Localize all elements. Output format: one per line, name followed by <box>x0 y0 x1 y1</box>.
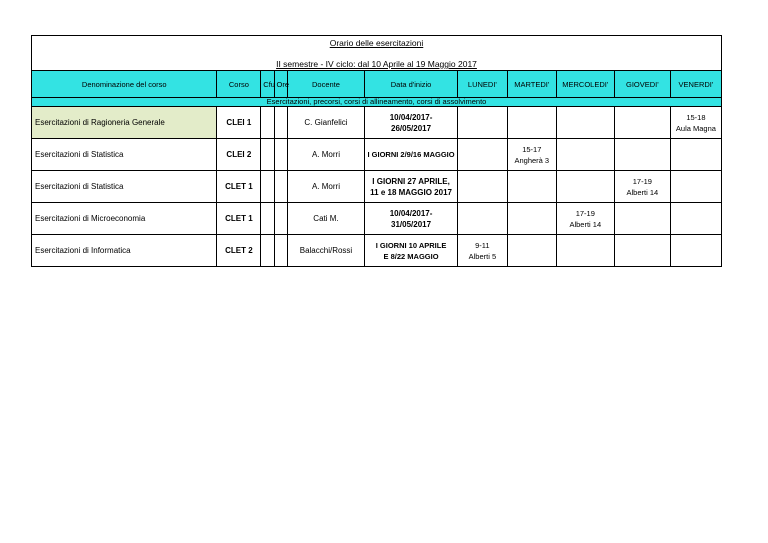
course-code: CLET 1 <box>217 171 261 203</box>
data-cell <box>365 107 458 139</box>
giovedi-cell <box>614 171 670 203</box>
ore-cell <box>274 203 287 235</box>
data-line: I GIORNI 27 APRILE, <box>372 176 450 186</box>
header-martedi: MARTEDI' <box>507 71 556 98</box>
data-cell <box>365 139 458 171</box>
document-subtitle <box>32 50 722 71</box>
slot-time: 15-17 <box>522 144 542 154</box>
course-name: Esercitazioni di Microeconomia <box>32 203 217 235</box>
venerdi-cell <box>670 107 721 139</box>
venerdi-cell <box>670 171 721 203</box>
section-label: Esercitazioni, precorsi, corsi di allineamento, corsi di assolvimento <box>32 98 722 107</box>
mercoledi-cell <box>556 139 614 171</box>
header-data: Data d'inizio <box>365 71 458 98</box>
data-line: 10/04/2017- <box>389 208 433 218</box>
course-name: Esercitazioni di Informatica <box>32 235 217 267</box>
header-corso-name: Denominazione del corso <box>32 71 217 98</box>
martedi-cell <box>507 171 556 203</box>
mercoledi-cell <box>556 171 614 203</box>
ore-cell <box>274 139 287 171</box>
document-subtitle-text: II semestre - IV ciclo: dal 10 Aprile al 19 Maggio 2017 <box>276 59 477 69</box>
ore-cell <box>274 235 287 267</box>
giovedi-cell <box>614 107 670 139</box>
giovedi-cell <box>614 235 670 267</box>
course-name: Esercitazioni di Statistica <box>32 139 217 171</box>
giovedi-cell <box>614 139 670 171</box>
data-cell <box>365 235 458 267</box>
subtitle-row <box>32 50 722 71</box>
schedule-table <box>31 35 722 267</box>
lunedi-cell <box>457 139 507 171</box>
slot-time: 17-19 <box>632 176 652 186</box>
header-giovedi: GIOVEDI' <box>614 71 670 98</box>
data-line: E 8/22 MAGGIO <box>383 251 439 261</box>
header-cfu: Cfu <box>261 71 274 98</box>
header-row <box>32 71 722 98</box>
table-row <box>32 107 722 139</box>
docente-cell: C. Gianfelici <box>287 107 364 139</box>
ore-cell <box>274 107 287 139</box>
mercoledi-cell <box>556 203 614 235</box>
title-row <box>32 36 722 51</box>
slot-room: Angherà 3 <box>514 155 550 165</box>
cfu-cell <box>261 235 274 267</box>
course-name: Esercitazioni di Ragioneria Generale <box>32 107 217 139</box>
lunedi-cell <box>457 235 507 267</box>
course-code: CLET 2 <box>217 235 261 267</box>
document-title-text: Orario delle esercitazioni <box>329 37 424 48</box>
header-mercoledi: MERCOLEDI' <box>556 71 614 98</box>
document-title <box>32 36 722 51</box>
header-lunedi: LUNEDI' <box>457 71 507 98</box>
data-line: I GIORNI 10 APRILE <box>375 240 447 250</box>
docente-cell: Cati M. <box>287 203 364 235</box>
cfu-cell <box>261 139 274 171</box>
docente-cell: Balacchi/Rossi <box>287 235 364 267</box>
slot-time: 15-18 <box>686 112 706 122</box>
header-venerdi: VENERDI' <box>670 71 721 98</box>
data-line: 11 e 18 MAGGIO 2017 <box>370 187 452 197</box>
table-row <box>32 235 722 267</box>
mercoledi-cell <box>556 107 614 139</box>
data-line: 10/04/2017- <box>389 112 433 122</box>
course-code: CLET 1 <box>217 203 261 235</box>
docente-cell: A. Morri <box>287 171 364 203</box>
table-row <box>32 139 722 171</box>
course-name: Esercitazioni di Statistica <box>32 171 217 203</box>
data-cell <box>365 171 458 203</box>
data-line: 31/05/2017 <box>391 219 432 229</box>
course-code: CLEI 1 <box>217 107 261 139</box>
slot-room: Alberti 14 <box>569 219 602 229</box>
slot-time: 9-11 <box>475 240 490 250</box>
mercoledi-cell <box>556 235 614 267</box>
data-cell <box>365 203 458 235</box>
slot-room: Aula Magna <box>675 123 716 133</box>
martedi-cell <box>507 139 556 171</box>
header-corso: Corso <box>217 71 261 98</box>
ore-cell <box>274 171 287 203</box>
martedi-cell <box>507 107 556 139</box>
schedule-sheet <box>31 35 722 267</box>
martedi-cell <box>507 235 556 267</box>
lunedi-cell <box>457 107 507 139</box>
header-ore: Ore <box>274 71 287 98</box>
lunedi-cell <box>457 203 507 235</box>
venerdi-cell <box>670 203 721 235</box>
cfu-cell <box>261 107 274 139</box>
slot-room: Alberti 14 <box>626 187 659 197</box>
table-row <box>32 203 722 235</box>
slot-time: 17-19 <box>575 208 595 218</box>
table-row <box>32 171 722 203</box>
course-code: CLEI 2 <box>217 139 261 171</box>
cfu-cell <box>261 171 274 203</box>
docente-cell: A. Morri <box>287 139 364 171</box>
venerdi-cell <box>670 139 721 171</box>
giovedi-cell <box>614 203 670 235</box>
lunedi-cell <box>457 171 507 203</box>
martedi-cell <box>507 203 556 235</box>
section-row <box>32 98 722 107</box>
slot-room: Alberti 5 <box>468 251 497 261</box>
cfu-cell <box>261 203 274 235</box>
header-docente: Docente <box>287 71 364 98</box>
venerdi-cell <box>670 235 721 267</box>
data-line: I GIORNI 2/9/16 MAGGIO <box>367 150 455 159</box>
data-line: 26/05/2017 <box>391 123 432 133</box>
